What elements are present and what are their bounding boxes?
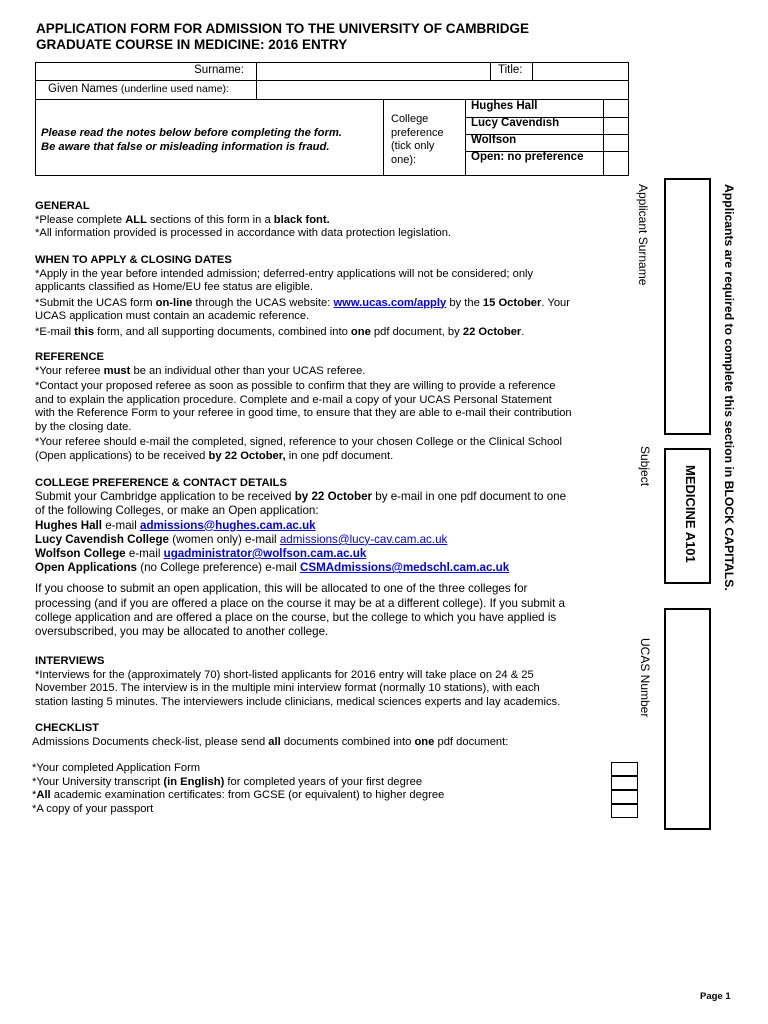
college-option-lucy-cavendish: Lucy Cavendish xyxy=(471,117,560,129)
checklist-item-passport: *A copy of your passport xyxy=(32,802,154,815)
section-when-to-apply xyxy=(35,254,635,339)
ucas-number-box[interactable] xyxy=(664,608,711,830)
hughes-hall-email-link[interactable]: admissions@hughes.cam.ac.uk xyxy=(140,518,316,532)
form-title-line-1: APPLICATION FORM FOR ADMISSION TO THE UNIVERSITY OF CAMBRIDGE xyxy=(36,21,530,36)
reference-line-3: and to explain the application procedure. Complete and e-mail a copy of your UCAS Personal Statement xyxy=(35,393,552,406)
contact-open-applications: Open Applications (no College preference) e-mail CSMAdmissions@medschl.cam.ac.uk xyxy=(35,561,510,575)
interviews-line-1: *Interviews for the (approximately 70) short-listed applicants for 2016 entry will take place on 24 & 25 xyxy=(35,668,534,681)
surname-label: Surname: xyxy=(194,64,244,76)
interviews-line-2: November 2015. The interview is in the multiple mini interview format (normally 10 stations), with each xyxy=(35,682,540,694)
applicant-surname-caption: Applicant Surname xyxy=(636,184,650,286)
tick-box-hughes-hall[interactable] xyxy=(604,100,628,117)
open-application-paragraph: If you choose to submit an open application, this will be allocated to one of the three colleges for processing (and if you are offered a place on the course it may be at a different college). If you submit a college application and are offered a place on the course, but the college to which you have applied is oversubscribed, you may be allocated to another college. xyxy=(35,582,565,639)
checkbox-certificates[interactable] xyxy=(611,790,638,804)
reference-line-7: (Open applications) to be received by 22 October, in one pdf document. xyxy=(35,449,394,462)
form-title xyxy=(36,21,529,53)
subject-caption: Subject xyxy=(638,446,652,487)
interviews-line-3: station lasting 5 minutes. The interviewers include clinicians, medical sciences experts and lay academics. xyxy=(35,695,561,708)
page-number: Page 1 xyxy=(700,991,731,1002)
college-option-hughes-hall: Hughes Hall xyxy=(471,100,538,112)
section-general xyxy=(35,200,635,241)
block-capitals-instruction: Applicants are required to complete this section in BLOCK CAPITALS. xyxy=(722,184,736,591)
college-heading: COLLEGE PREFERENCE & CONTACT DETAILS xyxy=(35,477,287,489)
surname-input[interactable] xyxy=(258,64,488,80)
section-checklist xyxy=(32,722,635,816)
checklist-item-transcript: *Your University transcript (in English) for completed years of your first degree xyxy=(32,775,423,788)
given-names-note: (underline used name): xyxy=(120,83,229,95)
reference-line-2: *Contact your proposed referee as soon as possible to confirm that they are willing to provide a reference xyxy=(35,380,556,392)
title-label: Title: xyxy=(498,64,523,76)
contact-hughes-hall: Hughes Hall e-mail admissions@hughes.cam.ac.uk xyxy=(35,518,316,532)
college-option-open: Open: no preference xyxy=(471,151,584,163)
when-line-4: UCAS application must contain an academic reference. xyxy=(35,310,310,322)
section-interviews xyxy=(35,655,635,709)
checkbox-application-form[interactable] xyxy=(611,762,638,776)
general-line-1: *Please complete ALL sections of this form in a black font. xyxy=(35,213,330,226)
college-preference-label: College preference (tick only one): xyxy=(391,113,444,166)
college-line-2: of the following Colleges, or make an Open application: xyxy=(35,504,319,518)
college-line-1: Submit your Cambridge application to be received by 22 October by e-mail in one pdf document to one xyxy=(35,490,567,504)
when-line-3: *Submit the UCAS form on-line through the UCAS website: www.ucas.com/apply by the 15 October. Your xyxy=(35,296,570,309)
section-college-preference xyxy=(35,476,635,639)
reference-line-5: by the closing date. xyxy=(35,420,132,433)
checkbox-transcript[interactable] xyxy=(611,776,638,790)
contact-wolfson: Wolfson College e-mail ugadministrator@wolfson.cam.ac.uk xyxy=(35,547,367,561)
ucas-number-caption: UCAS Number xyxy=(638,638,652,718)
general-heading: GENERAL xyxy=(35,200,90,212)
given-names-input[interactable] xyxy=(258,81,628,99)
checklist-intro: Admissions Documents check-list, please send all documents combined into one pdf document: xyxy=(32,735,509,748)
when-line-1: *Apply in the year before intended admission; deferred-entry applications will not be considered; only xyxy=(35,267,534,280)
subject-value: MEDICINE A101 xyxy=(683,465,698,563)
interviews-heading: INTERVIEWS xyxy=(35,655,105,667)
reference-line-6: *Your referee should e-mail the completed, signed, reference to your chosen College or the Clinical School xyxy=(35,436,562,448)
applicant-details-table xyxy=(35,62,629,176)
when-line-5: *E-mail this form, and all supporting documents, combined into one pdf document, by 22 October. xyxy=(35,325,525,338)
college-option-wolfson: Wolfson xyxy=(471,134,517,146)
contact-lucy-cavendish: Lucy Cavendish College (women only) e-mail admissions@lucy-cav.cam.ac.uk xyxy=(35,532,448,546)
given-names-label: Given Names (underline used name): xyxy=(48,83,229,95)
tick-box-wolfson[interactable] xyxy=(604,135,628,151)
tick-box-lucy-cavendish[interactable] xyxy=(604,118,628,134)
form-title-line-2: GRADUATE COURSE IN MEDICINE: 2016 ENTRY xyxy=(36,37,348,52)
ucas-link[interactable]: www.ucas.com/apply xyxy=(333,296,447,309)
reference-line-4: with the Reference Form to your referee in good time, to ensure that they are able to e-mail their contribution xyxy=(35,407,572,419)
tick-box-open[interactable] xyxy=(604,152,628,175)
checklist-item-certificates: *All academic examination certificates: from GCSE (or equivalent) to higher degree xyxy=(32,789,445,801)
when-line-2: applicants classified as Home/EU fee status are eligible. xyxy=(35,281,313,293)
checklist-item-application-form: *Your completed Application Form xyxy=(32,762,201,774)
fraud-notice: Please read the notes below before completing the form. Be aware that false or misleading information is fraud. xyxy=(41,127,342,153)
lucy-cavendish-email-link[interactable]: admissions@lucy-cav.cam.ac.uk xyxy=(279,532,448,546)
open-applications-email-link[interactable]: CSMAdmissions@medschl.cam.ac.uk xyxy=(300,561,510,575)
general-line-2: *All information provided is processed in accordance with data protection legislation. xyxy=(35,227,452,239)
reference-line-1: *Your referee must be an individual other than your UCAS referee. xyxy=(35,364,366,377)
checkbox-passport[interactable] xyxy=(611,804,638,818)
checklist-heading: CHECKLIST xyxy=(35,722,100,734)
wolfson-email-link[interactable]: ugadministrator@wolfson.cam.ac.uk xyxy=(163,547,367,561)
applicant-surname-box[interactable] xyxy=(664,178,711,435)
when-heading: WHEN TO APPLY & CLOSING DATES xyxy=(35,254,232,266)
section-reference xyxy=(35,351,635,463)
reference-heading: REFERENCE xyxy=(35,351,104,363)
title-input[interactable] xyxy=(534,64,626,80)
